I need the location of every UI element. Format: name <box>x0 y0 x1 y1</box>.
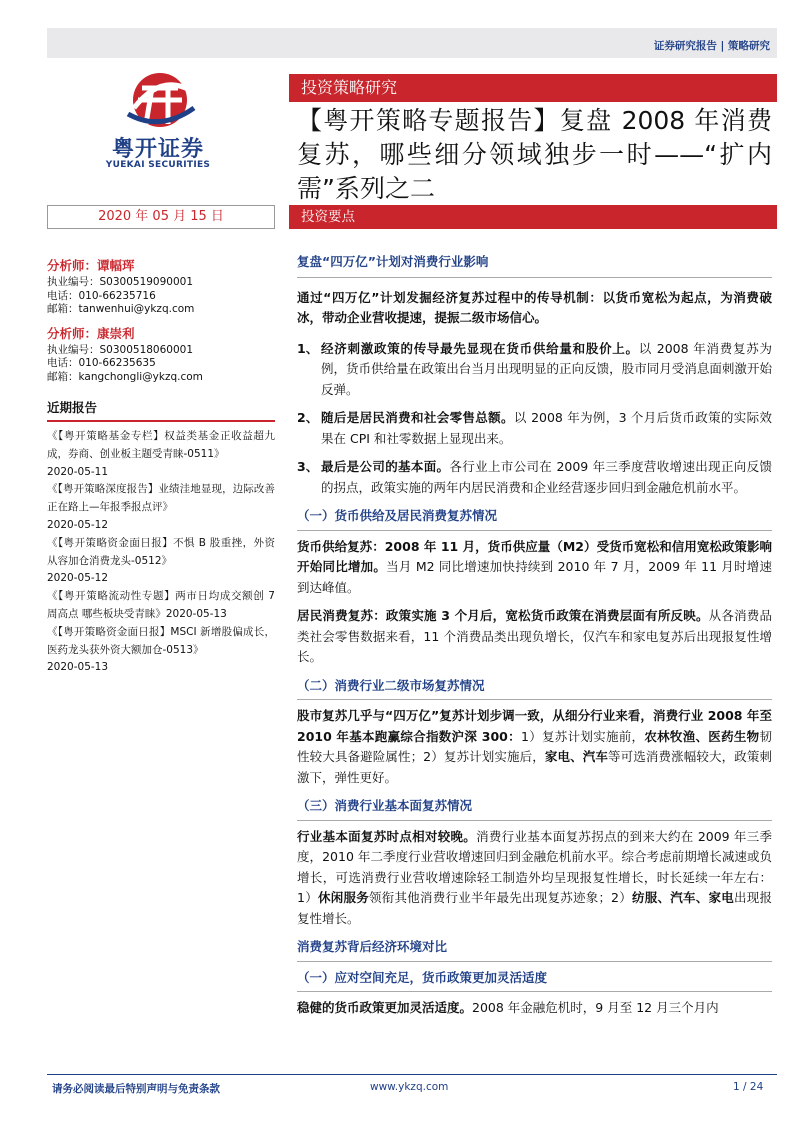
disclaimer-link[interactable]: 请务必阅读最后特别声明与免责条款 <box>52 1083 220 1095</box>
paragraph-lead: 居民消费复苏：政策实施 3 个月后，宽松货币政策在消费层面有所反映。 <box>297 608 709 623</box>
list-item <box>297 457 772 498</box>
list-number: 1、 <box>297 340 319 356</box>
recent-report-title: 《【粤开策略流动性专题】两市日均成交额创 7 周高点 哪些板块受青睐》 <box>47 590 275 620</box>
recent-report-title: 《【粤开策略资金面日报】MSCI 新增股偏成长，医药龙头获外资大额加仓-0513》 <box>47 625 275 656</box>
paragraph-lead: 货币供给复苏：2008 年 11 月，货币供应量（M2）受货币宽松和信用宽松政策影响开始同比增加。 <box>297 538 772 574</box>
section-divider <box>297 699 772 700</box>
intro-paragraph: 通过“四万亿”计划发掘经济复苏过程中的传导机制：以货币宽松为起点，为消费破冰，带动企业营收提速，提振二级市场信心。 <box>297 289 772 325</box>
recent-report-title: 《【粤开策略深度报告】业绩洼地显现，边际改善正在路上—年报季报点评》 <box>47 483 275 514</box>
recent-reports-heading: 近期报告 <box>47 400 98 415</box>
section-divider <box>297 820 772 821</box>
analyst-block <box>47 256 275 317</box>
list-item <box>297 408 772 449</box>
paragraph-text: 出现报复性增长。 <box>297 890 772 926</box>
section-heading: 消费复苏背后经济环境对比 <box>297 939 448 954</box>
logo-mark-icon <box>120 68 230 138</box>
analyst-block <box>47 324 275 385</box>
logo-name-cn: 粤开证券 <box>111 137 204 162</box>
report-title: 【粤开策略专题报告】复盘 2008 年消费复苏，哪些细分领域独步一时——“扩内需”系列之二 <box>297 106 772 203</box>
paragraph-text: 韧性较大具备避险属性；2）复苏计划实施后， <box>297 728 772 764</box>
paragraph <box>297 998 772 1019</box>
list-item[interactable] <box>47 428 275 481</box>
footer-divider <box>47 1074 777 1075</box>
paragraph <box>297 537 772 599</box>
analyst-name: 分析师：康崇利 <box>47 325 135 341</box>
list-item[interactable] <box>47 481 275 534</box>
recent-report-title: 《【粤开策略资金面日报】不惧 B 股重挫，外资从容加仓消费龙头-0512》 <box>47 536 275 567</box>
section-divider <box>297 991 772 992</box>
paragraph <box>297 606 772 668</box>
paragraph-lead: 稳健的货币政策更加灵活适度。 <box>297 1000 473 1015</box>
recent-report-date: 2020-05-13 <box>47 661 109 674</box>
list-number: 2、 <box>297 410 319 425</box>
paragraph-text: 2008 年金融危机时，9 月至 12 月三个月内 <box>472 1000 719 1015</box>
list-number: 3、 <box>297 459 319 474</box>
section-divider <box>297 530 772 531</box>
subsection-heading: （一）应对空间充足，货币政策更加灵活适度 <box>297 969 548 985</box>
list-item-text: 以 2008 年消费复苏为例，货币供给量在政策出台当月出现明显的正向反馈，股市同月受消息面刺激开始反弹。 <box>321 340 772 397</box>
analyst-name: 分析师：谭幅珲 <box>47 258 135 273</box>
recent-reports-list <box>47 428 275 677</box>
subsection-heading: （二）消费行业二级市场复苏情况 <box>297 677 485 693</box>
list-item[interactable] <box>47 624 275 677</box>
paragraph <box>297 706 772 788</box>
paragraph-text: 消费行业基本面复苏拐点的到来大约在 2009 年三季度，2010 年二季度行业营收增速回归到金融危机前水平。综合考虑前期增长减速或负增长，可选消费行业营收增速除轻工制造外均呈现报复性增长，时长延续一年左右：1） <box>297 828 772 905</box>
report-date: 2020 年 05 月 15 日 <box>47 205 275 229</box>
paragraph-text: 领衔其他消费行业半年最先出现复苏迹象；2） <box>368 890 632 905</box>
list-item-text: 以 2008 年为例，3 个月后货币政策的实际效果在 CPI 和社零数据上显现出来。 <box>321 410 772 446</box>
main-content <box>297 252 772 1019</box>
analyst-phone: 电话：010-66235716 <box>47 289 156 302</box>
list-item[interactable] <box>47 535 275 588</box>
website-link[interactable]: www.ykzq.com <box>370 1081 449 1093</box>
recent-report-date: 2020-05-12 <box>47 572 109 585</box>
list-item-text: 各行业上市公司在 2009 年三季度营收增速出现正向反馈的拐点，政策实施的两年内居民消费和企业经营逐步回归到金融危机前水平。 <box>321 459 772 495</box>
analyst-cert: 执业编号：S0300519090001 <box>47 276 194 288</box>
paragraph-text: 1）复苏计划实施前， <box>520 728 645 744</box>
paragraph <box>297 827 772 930</box>
paragraph-lead: 股市复苏几乎与“四万亿”复苏计划步调一致，从细分行业来看，消费行业 2008 年至 2010 年基本跑赢综合指数沪深 300： <box>297 708 772 744</box>
recent-report-date: 2020-05-11 <box>47 465 109 478</box>
recent-report-title: 《【粤开策略基金专栏】权益类基金正收益超九成，券商、创业板主题受青睐-0511》 <box>47 430 275 460</box>
paragraph-text: 当月 M2 同比增速加快持续到 2010 年 7 月，2009 年 11 月时增速到达峰值。 <box>297 559 772 595</box>
report-type-bar: 投资策略研究 <box>289 74 777 102</box>
analyst-phone: 电话：010-66235635 <box>47 357 156 369</box>
list-item-lead: 经济刺激政策的传导最先显现在货币供给量和股价上。 <box>321 340 639 356</box>
section-heading: 复盘“四万亿”计划对消费行业影响 <box>297 254 489 269</box>
list-item-lead: 随后是居民消费和社会零售总额。 <box>321 410 514 425</box>
list-item[interactable] <box>47 588 275 624</box>
numbered-list <box>297 339 772 499</box>
analyst-email[interactable]: 邮箱：tanwenhui@ykzq.com <box>47 303 195 315</box>
analyst-email[interactable]: 邮箱：kangchongli@ykzq.com <box>47 370 203 383</box>
recent-report-date: 2020-05-12 <box>47 518 109 531</box>
left-sidebar <box>47 256 275 677</box>
page-number: 1 / 24 <box>733 1081 764 1093</box>
paragraph-lead: 行业基本面复苏时点相对较晚。 <box>297 828 477 844</box>
paragraph-emphasis: 家电、汽车 <box>544 749 608 764</box>
recent-report-date: 2020-05-13 <box>165 607 227 620</box>
subsection-heading: （一）货币供给及居民消费复苏情况 <box>297 508 498 523</box>
summary-label-bar: 投资要点 <box>289 205 777 229</box>
section-divider <box>47 420 275 422</box>
analyst-cert: 执业编号：S0300518060001 <box>47 343 194 356</box>
paragraph-emphasis: 农林牧渔、医药生物 <box>644 728 760 744</box>
section-divider <box>297 277 772 278</box>
paragraph-text: 从各消费品类社会零售数据来看，11 个消费品类出现负增长，仅汽车和家电复苏后出现报复性增长。 <box>297 608 772 664</box>
list-item <box>297 339 772 401</box>
paragraph-text: 等可选消费涨幅较大，政策刺激下，弹性更好。 <box>297 749 772 785</box>
paragraph-emphasis: 纺服、汽车、家电 <box>631 890 734 905</box>
breadcrumb: 证券研究报告 | 策略研究 <box>653 40 770 52</box>
subsection-heading: （三）消费行业基本面复苏情况 <box>297 798 473 813</box>
paragraph-emphasis: 休闲服务 <box>317 890 369 905</box>
logo-name-en: YUEKAI SECURITIES <box>105 160 211 170</box>
list-item-lead: 最后是公司的基本面。 <box>321 459 450 474</box>
section-divider <box>297 961 772 962</box>
company-logo <box>120 68 230 188</box>
